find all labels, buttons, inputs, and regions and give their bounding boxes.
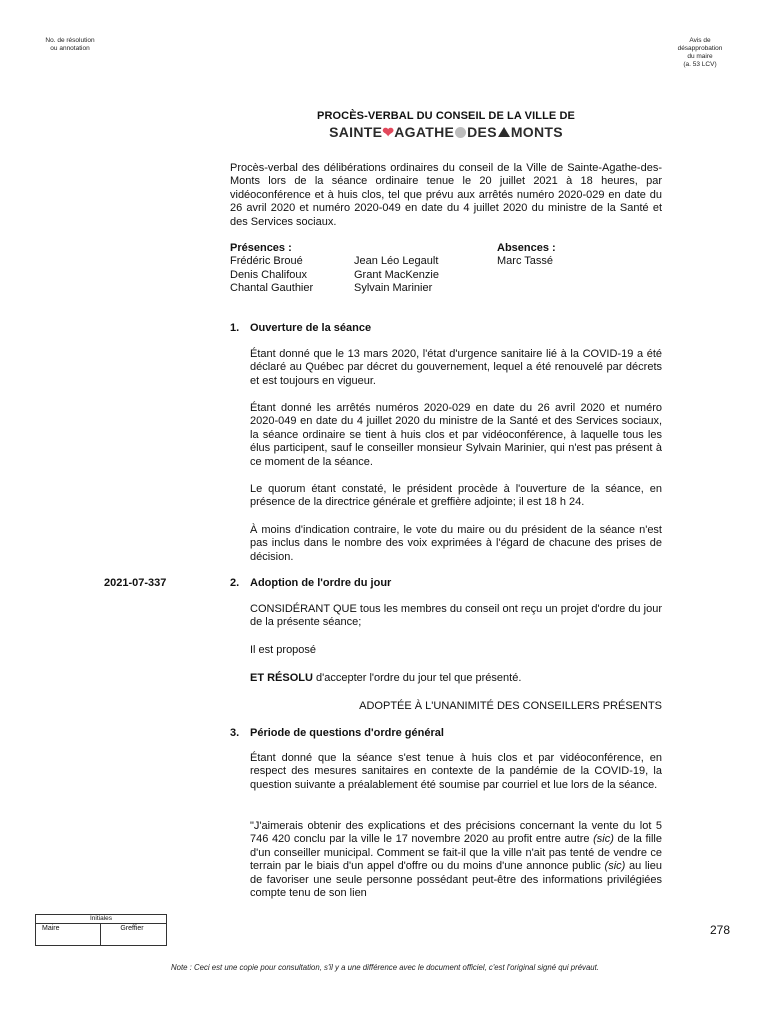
section-1-title: Ouverture de la séance xyxy=(250,322,372,334)
present-member: Jean Léo Legault xyxy=(354,255,439,268)
logo-word-agathe: AGATHE xyxy=(394,124,455,140)
resolution-label-line2: ou annotation xyxy=(50,45,90,52)
resolved-text: d'accepter l'ordre du jour tel que présenté. xyxy=(312,672,522,684)
section-1-paragraph-4: À moins d'indication contraire, le vote du maire ou du président de la séance n'est pas inclus dans le nombre des voix exprimées à l'égard de chacune des prises de décision. xyxy=(250,524,662,563)
question-part-2: de la fille d'un conseiller municipal. Comment se fait-il que la ville n'ait pas tenté de vendre ce terrain par le biais d'un appel d'offre ou du moins d'une annonce public xyxy=(250,833,662,873)
section-3-paragraph-1: Étant donné que la séance s'est tenue à huis clos et par vidéoconférence, en respect des mesures sanitaires en contexte de la pandémie de la COVID-19, la question suivante a préalablement été soumise par courriel et lue lors de la séance. xyxy=(250,752,662,791)
logo-word-des: DES xyxy=(467,124,497,140)
initials-label: Initiales xyxy=(36,915,166,924)
section-2-paragraph-2: Il est proposé xyxy=(250,644,317,656)
mountain-icon xyxy=(498,127,510,137)
section-2-number: 2. xyxy=(230,577,240,589)
present-member: Frédéric Broué xyxy=(230,255,303,268)
section-2-title: Adoption de l'ordre du jour xyxy=(250,577,392,589)
present-column-2 xyxy=(354,255,484,295)
disapproval-label-line4: (a. 53 LCV) xyxy=(683,61,717,68)
initials-box xyxy=(35,914,167,946)
intro-paragraph: Procès-verbal des délibérations ordinaires du conseil de la Ville de Sainte-Agathe-des-Monts lors de la séance ordinaire tenue le 20 juillet 2021 à 18 heures, par vidéoconférence et à huis clos, tel que prévu aux arrêtés numéro 2020-029 en date du 26 avril 2020 et numéro 2020-049 en date du 4 juillet 2020 du ministre de la Santé et des Services sociaux. xyxy=(230,162,662,228)
logo-word-sainte: SAINTE xyxy=(329,124,383,140)
sic-marker: (sic) xyxy=(593,833,614,846)
section-1-number: 1. xyxy=(230,322,240,334)
absent-member: Marc Tassé xyxy=(497,255,554,268)
heart-icon: ❤ xyxy=(382,124,395,140)
clerk-initials-label: Greffier xyxy=(120,925,144,932)
page-number: 278 xyxy=(709,923,730,937)
disapproval-label-line2: désapprobation xyxy=(677,45,723,52)
absent-label: Absences : xyxy=(497,242,556,254)
adoption-statement: ADOPTÉE À L'UNANIMITÉ DES CONSEILLERS PRÉSENTS xyxy=(359,700,662,712)
city-logo xyxy=(230,124,662,141)
section-3-title: Période de questions d'ordre général xyxy=(250,727,444,739)
section-2-heading xyxy=(230,577,662,590)
present-label: Présences : xyxy=(230,242,292,254)
question-part-1: "J'aimerais obtenir des explications et des précisions concernant la vente du lot 5 746 420 conclu par la ville le 17 novembre 2020 au profit entre autre xyxy=(250,820,662,846)
section-1-heading xyxy=(230,322,662,335)
absent-column xyxy=(497,242,617,269)
section-2-paragraph-1: CONSIDÉRANT QUE tous les membres du conseil ont reçu un projet d'ordre du jour de la présente séance; xyxy=(250,603,662,629)
present-column-1 xyxy=(230,242,350,296)
resolved-label: ET RÉSOLU xyxy=(250,672,313,684)
disapproval-label-line1: Avis de xyxy=(689,37,711,44)
present-member: Chantal Gauthier xyxy=(230,282,314,295)
initials-divider xyxy=(100,924,101,945)
resolution-number: 2021-07-337 xyxy=(104,577,167,589)
resolution-column-label xyxy=(38,37,102,53)
disapproval-column-label xyxy=(664,37,736,69)
citizen-question xyxy=(250,820,662,900)
logo-word-monts: MONTS xyxy=(510,124,563,140)
present-member: Sylvain Marinier xyxy=(354,282,433,295)
circle-icon xyxy=(455,127,466,138)
document-title: PROCÈS-VERBAL DU CONSEIL DE LA VILLE DE xyxy=(317,110,575,122)
present-member: Denis Chalifoux xyxy=(230,268,308,281)
present-member: Grant MacKenzie xyxy=(354,268,439,281)
section-1-paragraph-2: Étant donné les arrêtés numéros 2020-029 en date du 26 avril 2020 et numéro 2020-049 en date du 4 juillet 2020 du ministre de la Santé et des Services sociaux, la séance ordinaire se tient à huis clos et par vidéoconférence, à laquelle tous les élus participent, sauf le conseiller monsieur Sylvain Marinier, qui n'est pas présent à ce moment de la séance. xyxy=(250,402,662,468)
question-part-3: au lieu de favoriser une seule personne possédant peut-être des informations privilégiées compte tenu de son lien xyxy=(250,860,662,900)
mayor-initials-label: Maire xyxy=(42,925,60,932)
section-2-resolution-text xyxy=(250,672,662,685)
section-1-paragraph-1: Étant donné que le 13 mars 2020, l'état d'urgence sanitaire lié à la COVID-19 a été déclaré au Québec par décret du gouvernement, lequel a été renouvelé par décrets et est toujours en vigueur. xyxy=(250,348,662,387)
footer-note: Note : Ceci est une copie pour consultation, s'il y a une différence avec le document officiel, c'est l'original signé qui prévaut. xyxy=(171,963,599,972)
section-1-paragraph-3: Le quorum étant constaté, le président procède à l'ouverture de la séance, en présence de la directrice générale et greffière adjointe; il est 18 h 24. xyxy=(250,483,662,509)
disapproval-label-line3: du maire xyxy=(687,53,713,60)
resolution-label-line1: No. de résolution xyxy=(45,37,95,44)
section-3-heading xyxy=(230,727,662,740)
sic-marker: (sic) xyxy=(604,860,626,873)
section-3-number: 3. xyxy=(230,727,240,739)
